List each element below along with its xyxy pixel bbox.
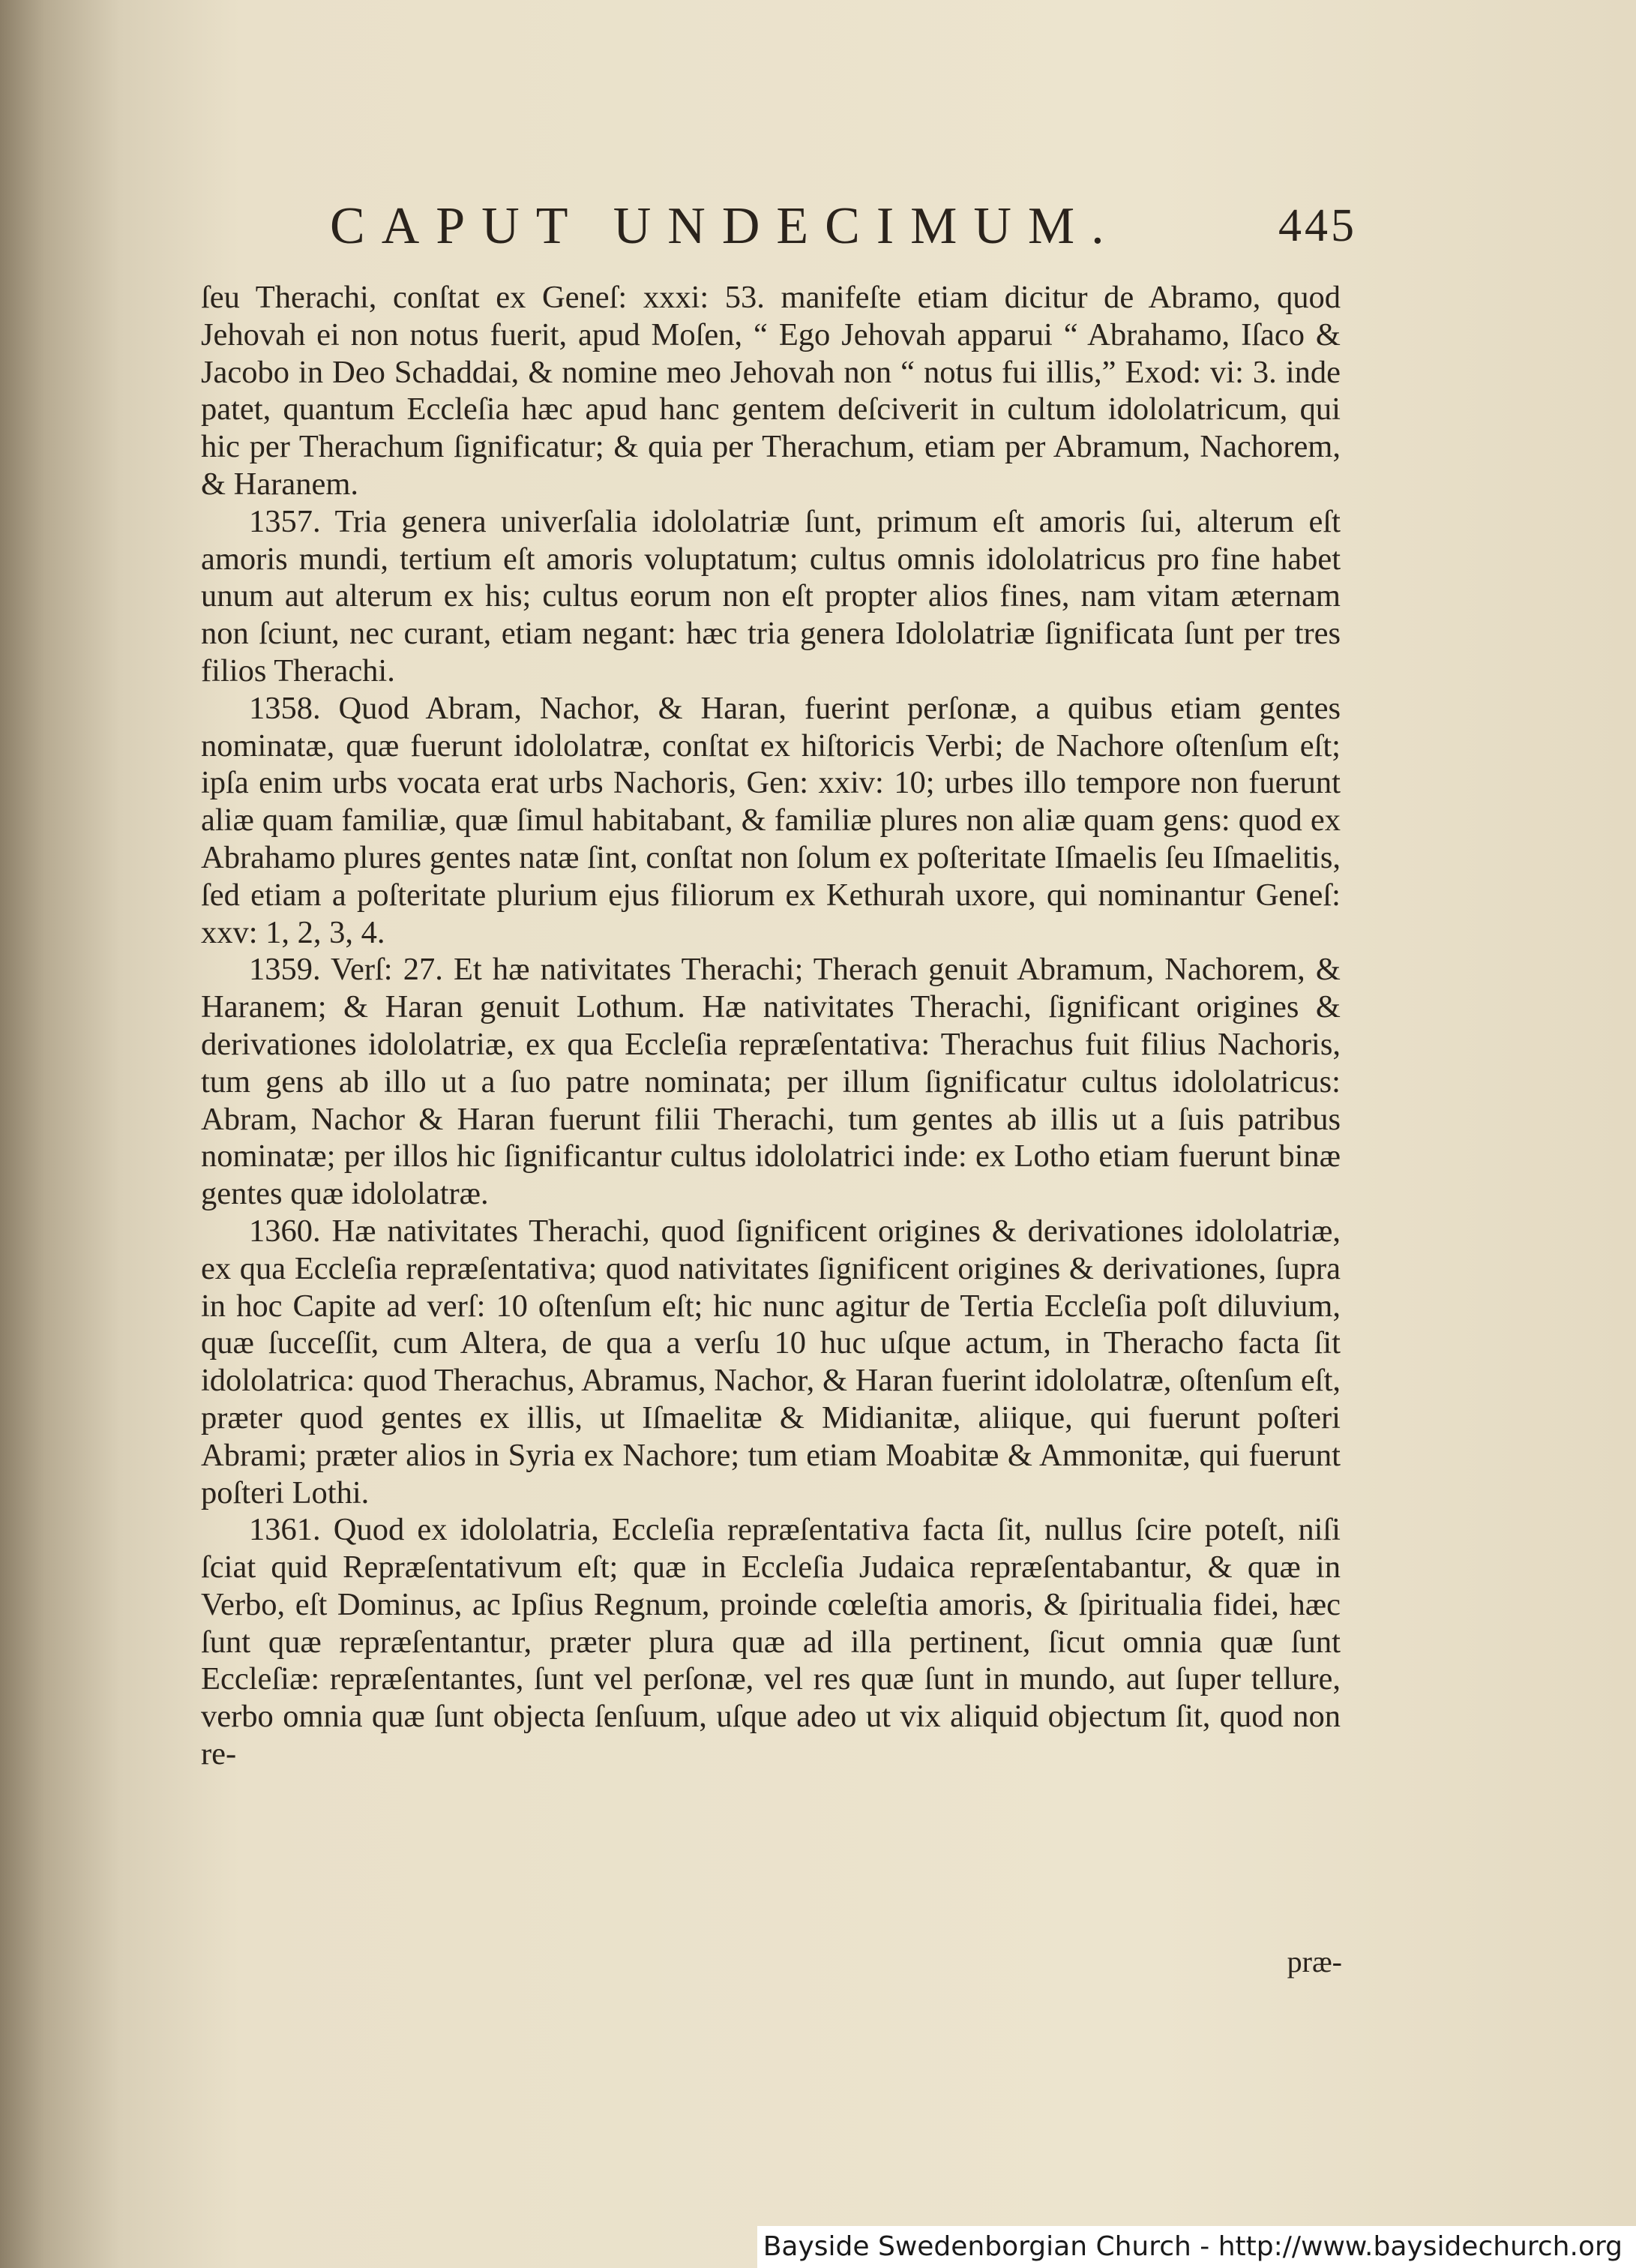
paragraph-1358: 1358. Quod Abram, Nachor, & Haran, fuerint perſonæ, a quibus etiam gentes nominatæ, quæ fuerunt idololatræ, conſtat ex hiſtoricis Verbi; de Nachore oſtenſum eſt; ipſa enim urbs vocata erat urbs Nachoris, Gen: xxiv: 10; urbes illo tempore non fuerunt aliæ quam familiæ, quæ ſimul habitabant, & familiæ plures non aliæ quam gens: quod ex Abrahamo plures gentes natæ ſint, conſtat non ſolum ex poſteritate Iſmaelis ſeu Iſmaelitis, ſed etiam a poſteritate plurium ejus filiorum ex Kethurah uxore, qui nominantur Geneſ: xxv: 1, 2, 3, 4. <box>201 690 1341 950</box>
page-header <box>330 196 1357 266</box>
body-text <box>201 279 1341 1773</box>
paragraph-1360: 1360. Hæ nativitates Therachi, quod ſignificent origines & derivationes idololatriæ, ex qua Eccleſia repræſentativa; quod nativitates ſignificent origines & derivationes, ſupra in hoc Capite ad verſ: 10 oſtenſum eſt; hic nunc agitur de Tertia Eccleſia poſt diluvium, quæ ſucceſſit, cum Altera, de qua a verſu 10 huc uſque actum, in Theracho facta ſit idololatrica: quod Therachus, Abramus, Nachor, & Haran fuerint idololatræ, oſtenſum eſt, præter quod gentes ex illis, ut Iſmaelitæ & Midianitæ, aliique, qui fuerunt poſteri Abrami; præter alios in Syria ex Nachore; tum etiam Moabitæ & Ammonitæ, qui fuerunt poſteri Lothi. <box>201 1213 1341 1510</box>
footer-credit: Bayside Swedenborgian Church - http://www.baysidechurch.org <box>757 2226 1636 2268</box>
page-number: 445 <box>1278 200 1357 251</box>
running-title: CAPUT UNDECIMUM. <box>330 197 1121 255</box>
paragraph-1357: 1357. Tria genera univerſalia idololatriæ ſunt, primum eſt amoris ſui, alterum eſt amoris mundi, tertium eſt amoris voluptatum; cultus omnis idololatricus pro fine habet unum aut alterum ex his; cultus eorum non eſt propter alios fines, nam vitam æternam non ſciunt, nec curant, etiam negant: hæc tria genera Idololatriæ ſignificata ſunt per tres filios Therachi. <box>201 503 1341 688</box>
catchword: præ- <box>1287 1945 1342 1978</box>
paragraph-continuation: ſeu Therachi, conſtat ex Geneſ: xxxi: 53. manifeſte etiam dicitur de Abramo, quod Jehovah ei non notus fuerit, apud Moſen, “ Ego Jehovah apparui “ Abrahamo, Iſaco & Jacobo in Deo Schaddai, & nomine meo Jehovah non “ notus fui illis,” Exod: vi: 3. inde patet, quantum Eccleſia hæc apud hanc gentem deſciverit in cultum idololatricum, qui hic per Therachum ſignificatur; & quia per Therachum, etiam per Abramum, Nachorem, & Haranem. <box>201 280 1341 502</box>
paragraph-1361: 1361. Quod ex idololatria, Eccleſia repræſentativa facta ſit, nullus ſcire poteſt, niſi ſciat quid Repræſentativum eſt; quæ in Eccleſia Judaica repræſentabantur, & quæ in Verbo, eſt Dominus, ac Ipſius Regnum, proinde cœleſtia amoris, & ſpiritualia fidei, hæc ſunt quæ repræſentantur, præter plura quæ ad illa pertinent, ſicut omnia quæ ſunt Eccleſiæ: repræſentantes, ſunt vel perſonæ, vel res quæ ſunt in mundo, aut ſuper tellure, verbo omnia quæ ſunt objecta ſenſuum, uſque adeo ut vix aliquid objectum ſit, quod non re- <box>201 1512 1341 1772</box>
paragraph-1359: 1359. Verſ: 27. Et hæ nativitates Therachi; Therach genuit Abramum, Nachorem, & Haranem; & Haran genuit Lothum. Hæ nativitates Therachi, ſignificant origines & derivationes idololatriæ, ex qua Eccleſia repræſentativa: Therachus fuit filius Nachoris, tum gens ab illo ut a ſuo patre nominata; per illum ſignificatur cultus idololatricus: Abram, Nachor & Haran fuerunt filii Therachi, tum gentes ab illis ut a ſuis patribus nominatæ; per illos hic ſignificantur cultus idololatrici inde: ex Lotho etiam fuerunt binæ gentes quæ idololatræ. <box>201 952 1341 1212</box>
